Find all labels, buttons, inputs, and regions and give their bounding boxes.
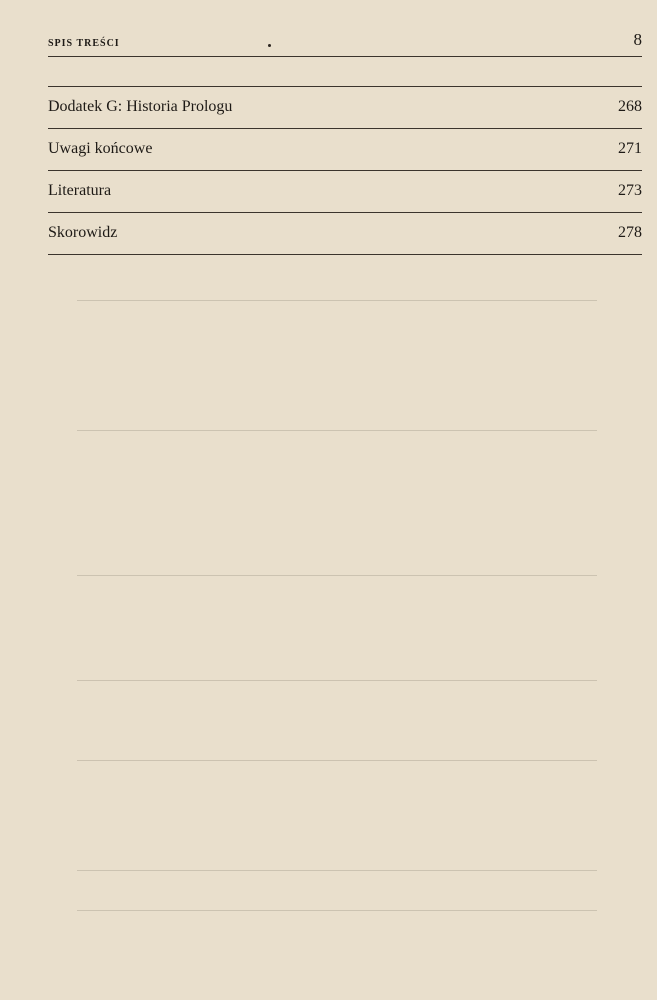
toc-entry-page: 271 [618,140,642,157]
toc-entry-title: Uwagi końcowe [48,140,153,157]
toc-entry[interactable] [48,170,642,212]
toc-entry-page: 268 [618,98,642,115]
toc-entry[interactable] [48,212,642,255]
toc-entry[interactable] [48,128,642,170]
table-of-contents [48,86,642,255]
page-number: 8 [633,30,642,49]
toc-entry-page: 278 [618,224,642,241]
printer-dot [268,44,271,47]
running-title: SPIS TREŚCI [48,38,120,49]
toc-entry-title: Literatura [48,182,112,199]
header-rule [48,56,642,57]
toc-entry-title: Skorowidz [48,224,118,241]
running-head [48,30,642,52]
toc-entry[interactable] [48,86,642,128]
toc-entry-title: Dodatek G: Historia Prologu [48,98,233,115]
toc-entry-page: 273 [618,182,642,199]
